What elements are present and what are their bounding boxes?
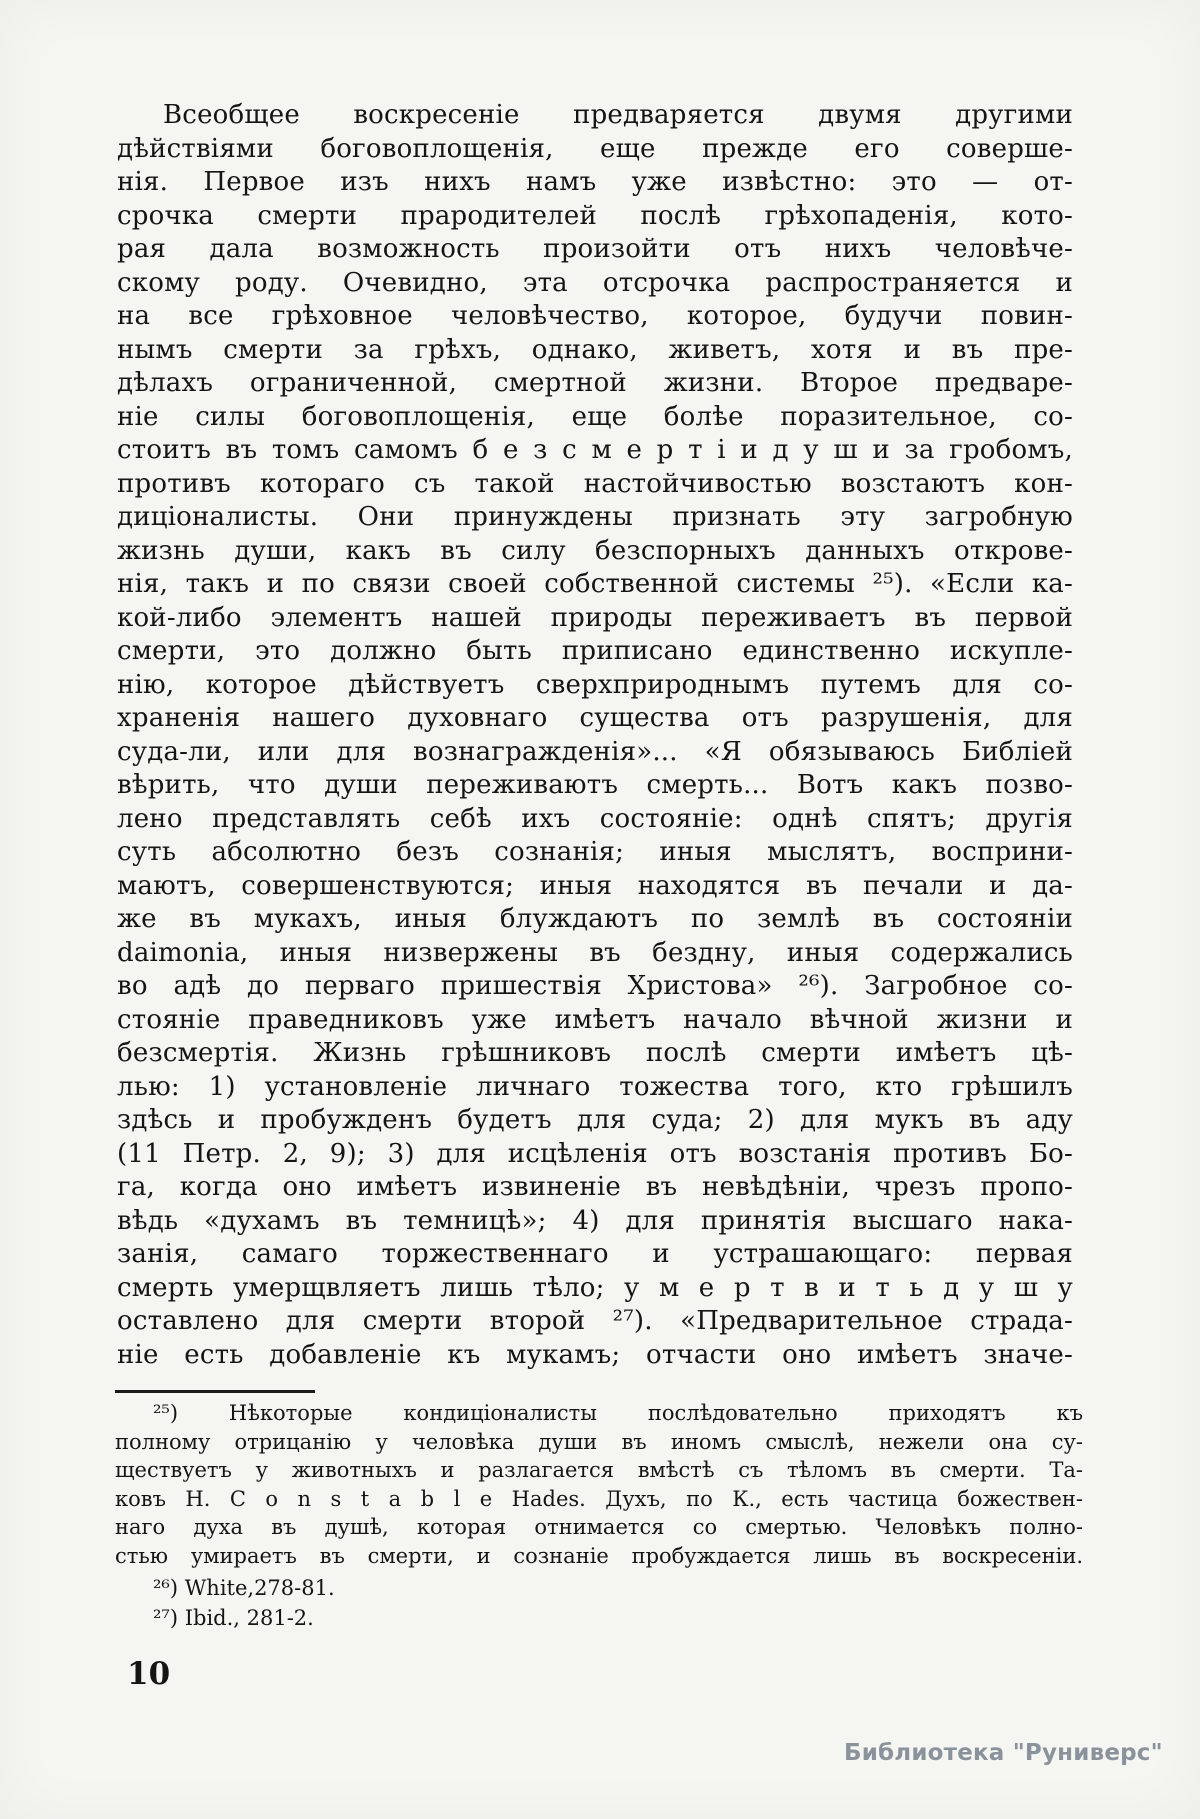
text-line: ²⁷) Ibid., 281-2. [153,1606,314,1631]
text-line: вѣдь «духамъ въ темницѣ»; 4) для принятія высшаго нака- [117,1205,1073,1236]
text-line: ществуетъ у животныхъ и разлагается вмѣстѣ съ тѣломъ въ смерти. Та- [115,1458,1083,1483]
text-line: смерть умерщвляетъ лишь тѣло; у м е р т в и т ь д у ш у [117,1272,1073,1303]
footnote-separator [115,1390,315,1393]
text-line: оставлено для смерти второй ²⁷). «Предварительное страда- [117,1306,1073,1336]
main-text-block [117,99,1073,1372]
library-watermark: Библиотека "Руниверс" [844,1740,1163,1766]
text-line: рая дала возможность произойти отъ нихъ человѣче- [117,234,1073,264]
text-line: га, когда оно имѣетъ извиненіе въ невѣдѣніи, чрезъ пропо- [117,1172,1073,1202]
text-line: лено представлять себѣ ихъ состояніе: однѣ спятъ; другія [117,803,1073,834]
text-line: полному отрицанію у человѣка души въ иномъ смыслѣ, нежели она су- [115,1429,1083,1454]
text-line: стоитъ въ томъ самомъ б е з с м е р т і и д у ш и за гробомъ, [117,435,1073,465]
text-line: ніе есть добавленіе къ мукамъ; отчасти оно имѣетъ значе- [117,1339,1073,1370]
text-line: нія, такъ и по связи своей собственной системы ²⁵). «Если ка- [117,569,1073,599]
text-line: безсмертія. Жизнь грѣшниковъ послѣ смерти имѣетъ цѣ- [117,1038,1073,1068]
text-line: маютъ, совершенствуются; иныя находятся въ печали и да- [117,870,1073,901]
text-line: на все грѣховное человѣчество, которое, будучи повин- [117,301,1073,331]
text-line: же въ мукахъ, иныя блуждаютъ по землѣ въ состояніи [117,904,1073,934]
text-line: диціоналисты. Они принуждены признать эту загробную [117,502,1073,532]
footnote-paragraph [115,1399,1083,1571]
text-line: жизнь души, какъ въ силу безспорныхъ данныхъ открове- [117,535,1073,566]
text-line: нымъ смерти за грѣхъ, однако, живетъ, хотя и въ пре- [117,334,1073,365]
page-number: 10 [127,1656,171,1692]
text-line: скому роду. Очевидно, эта отсрочка распространяется и [117,267,1073,298]
text-line: ²⁶) White,278-81. [153,1575,335,1600]
text-line: суть абсолютно безъ сознанія; иныя мыслятъ, восприни- [117,837,1073,867]
text-line: срочка смерти прародителей послѣ грѣхопаденія, кото- [117,200,1073,231]
footnote-references [115,1574,1083,1635]
text-line: стью умираетъ въ смерти, и сознаніе пробуждается лишь въ воскресеніи. [115,1543,1083,1568]
text-line: дѣлахъ ограниченной, смертной жизни. Второе предваре- [117,368,1073,398]
text-line: храненія нашего духовнаго существа отъ разрушенія, для [117,703,1073,733]
text-line: противъ котораго съ такой настойчивостью возстаютъ кон- [117,468,1073,499]
text-line: кой-либо элементъ нашей природы переживаетъ въ первой [117,602,1073,633]
text-line: лью: 1) установленіе личнаго тожества того, кто грѣшилъ [117,1071,1073,1102]
text-line: ковъ H. C o n s t a b l e Hades. Духъ, по К., есть частица божествен- [115,1486,1083,1511]
text-line: смерти, это должно быть приписано единственно искупле- [117,636,1073,666]
text-line: Всеобщее воскресеніе предваряется двумя другими [163,100,1073,130]
text-line: наго духа въ душѣ, которая отнимается со смертью. Человѣкъ полно- [115,1515,1083,1540]
text-line: занія, самаго торжественнаго и устрашающаго: первая [117,1239,1073,1269]
text-line: стояніе праведниковъ уже имѣетъ начало вѣчной жизни и [117,1004,1073,1035]
text-line: нія. Первое изъ нихъ намъ уже извѣстно: это — от- [117,167,1073,197]
text-line: вѣрить, что души переживаютъ смерть... Вотъ какъ позво- [117,770,1073,800]
text-line: daimonia, иныя низвержены въ бездну, иныя содержались [117,937,1073,968]
footnotes-block [115,1399,1083,1635]
text-line: во адѣ до перваго пришествія Христова» ²⁶). Загробное со- [117,971,1073,1001]
text-line: нію, которое дѣйствуетъ сверхприроднымъ путемъ для со- [117,669,1073,700]
text-line: здѣсь и пробужденъ будетъ для суда; 2) для мукъ въ аду [117,1105,1073,1135]
text-line: ніе силы боговоплощенія, еще болѣе поразительное, со- [117,401,1073,432]
text-line: дѣйствіями боговоплощенія, еще прежде его соверше- [117,133,1073,164]
text-line: суда-ли, или для вознагражденія»... «Я обязываюсь Библіей [117,736,1073,767]
text-line: (11 Петр. 2, 9); 3) для исцѣленія отъ возстанія противъ Бо- [117,1138,1073,1169]
text-line: ²⁵) Нѣкоторые кондиціоналисты послѣдовательно приходятъ къ [153,1401,1083,1425]
